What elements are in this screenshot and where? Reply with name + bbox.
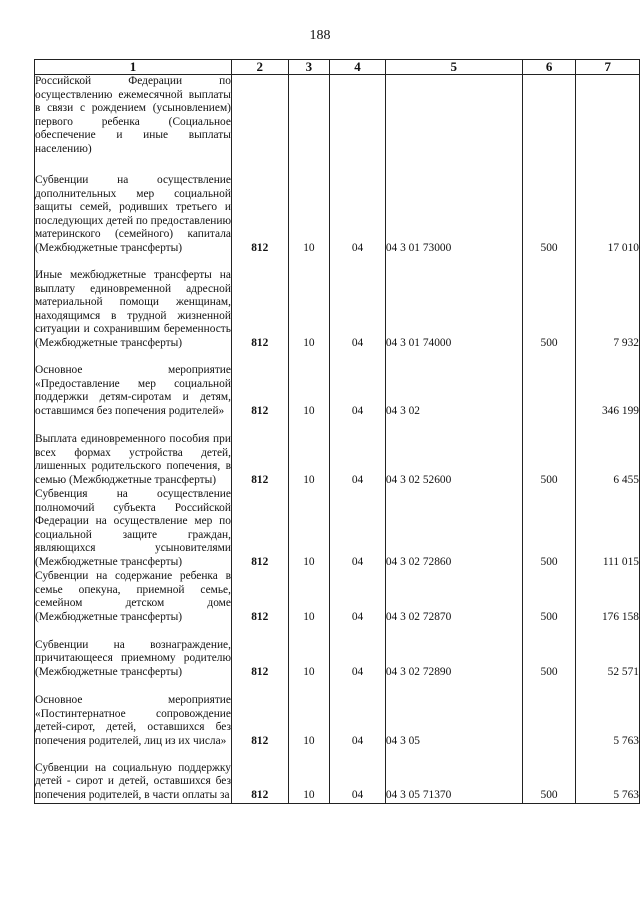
row-subsection: 04	[330, 419, 386, 488]
row-section: 10	[288, 256, 330, 351]
row-expense-type	[522, 75, 576, 157]
row-target-code: 04 3 02 72860	[385, 488, 522, 570]
row-expense-type: 500	[522, 488, 576, 570]
row-admin-code: 812	[231, 488, 288, 570]
header-row	[35, 60, 640, 75]
row-subsection: 04	[330, 256, 386, 351]
row-section: 10	[288, 625, 330, 680]
row-admin-code: 812	[231, 570, 288, 625]
table-row	[35, 625, 640, 680]
row-expense-type: 500	[522, 625, 576, 680]
table-row	[35, 351, 640, 419]
row-section: 10	[288, 749, 330, 804]
row-subsection: 04	[330, 625, 386, 680]
row-subsection: 04	[330, 157, 386, 256]
row-admin-code: 812	[231, 351, 288, 419]
row-expense-type: 500	[522, 419, 576, 488]
row-target-code: 04 3 02 72890	[385, 625, 522, 680]
table-row	[35, 75, 640, 157]
row-admin-code: 812	[231, 157, 288, 256]
row-section: 10	[288, 419, 330, 488]
header-col-7: 7	[576, 60, 640, 75]
row-section: 10	[288, 680, 330, 749]
row-amount: 5 763	[576, 680, 640, 749]
row-expense-type: 500	[522, 570, 576, 625]
row-section: 10	[288, 157, 330, 256]
row-section: 10	[288, 488, 330, 570]
row-target-code: 04 3 05 71370	[385, 749, 522, 804]
row-section	[288, 75, 330, 157]
table-row	[35, 570, 640, 625]
row-amount: 176 158	[576, 570, 640, 625]
table-row	[35, 680, 640, 749]
row-subsection: 04	[330, 351, 386, 419]
table-row	[35, 488, 640, 570]
row-admin-code	[231, 75, 288, 157]
row-admin-code: 812	[231, 256, 288, 351]
row-expense-type: 500	[522, 256, 576, 351]
row-amount: 7 932	[576, 256, 640, 351]
row-target-code: 04 3 05	[385, 680, 522, 749]
row-amount: 52 571	[576, 625, 640, 680]
table-row	[35, 256, 640, 351]
row-name: Субвенции на вознаграждение, причитающееся приемному родителю (Межбюджетные трансферты)	[35, 625, 232, 680]
row-subsection	[330, 75, 386, 157]
header-col-3: 3	[288, 60, 330, 75]
row-target-code: 04 3 02	[385, 351, 522, 419]
row-subsection: 04	[330, 680, 386, 749]
row-section: 10	[288, 351, 330, 419]
budget-table	[34, 59, 640, 804]
row-name: Иные межбюджетные трансферты на выплату единовременной адресной материальной помощи женщинам, находящимся в трудной жизненной ситуации и сохранившим беременность (Межбюджетные трансферты)	[35, 256, 232, 351]
row-name: Основное мероприятие «Постинтернатное сопровождение детей-сирот, детей, оставшихся без попечения родителей, лиц из их числа»	[35, 680, 232, 749]
row-target-code: 04 3 01 73000	[385, 157, 522, 256]
row-name: Субвенции на осуществление дополнительных мер социальной защиты семей, родивших третьего и последующих детей по предоставлению материнского (семейного) капитала (Межбюджетные трансферты)	[35, 157, 232, 256]
row-amount: 17 010	[576, 157, 640, 256]
header-col-2: 2	[231, 60, 288, 75]
row-expense-type: 500	[522, 749, 576, 804]
row-admin-code: 812	[231, 419, 288, 488]
header-col-4: 4	[330, 60, 386, 75]
row-amount: 5 763	[576, 749, 640, 804]
page-number: 188	[309, 28, 331, 43]
row-name: Субвенция на осуществление полномочий субъекта Российской Федерации на осуществление мер по социальной защите граждан, являющихся усыновителями (Межбюджетные трансферты)	[35, 488, 231, 568]
row-name: Российской Федерации по осуществлению ежемесячной выплаты в связи с рождением (усыновлением) первого ребенка (Социальное обеспечение и иные выплаты населению)	[35, 75, 231, 155]
row-admin-code: 812	[231, 749, 288, 804]
table-row	[35, 157, 640, 256]
row-target-code: 04 3 02 72870	[385, 570, 522, 625]
row-admin-code: 812	[231, 625, 288, 680]
table-row	[35, 749, 640, 804]
row-name: Субвенции на социальную поддержку детей - сирот и детей, оставшихся без попечения родителей, в части оплаты за	[35, 749, 232, 804]
row-subsection: 04	[330, 749, 386, 804]
row-admin-code: 812	[231, 680, 288, 749]
header-col-5: 5	[385, 60, 522, 75]
row-section: 10	[288, 570, 330, 625]
row-expense-type	[522, 351, 576, 419]
row-subsection: 04	[330, 570, 386, 625]
row-amount: 346 199	[576, 351, 640, 419]
row-target-code	[385, 75, 522, 157]
row-expense-type: 500	[522, 157, 576, 256]
row-name: Основное мероприятие «Предоставление мер социальной поддержки детям-сиротам и детям, оставшимся без попечения родителей»	[35, 351, 232, 419]
row-name: Субвенции на содержание ребенка в семье опекуна, приемной семье, семейном детском доме (Межбюджетные трансферты)	[35, 570, 231, 623]
row-name: Выплата единовременного пособия при всех формах устройства детей, лишенных родительского попечения, в семью (Межбюджетные трансферты)	[35, 419, 232, 488]
header-col-6: 6	[522, 60, 576, 75]
row-amount: 111 015	[576, 488, 640, 570]
header-col-1: 1	[35, 60, 232, 75]
row-target-code: 04 3 02 52600	[385, 419, 522, 488]
row-target-code: 04 3 01 74000	[385, 256, 522, 351]
row-amount	[576, 75, 640, 157]
row-expense-type	[522, 680, 576, 749]
row-amount: 6 455	[576, 419, 640, 488]
table-row	[35, 419, 640, 488]
row-subsection: 04	[330, 488, 386, 570]
